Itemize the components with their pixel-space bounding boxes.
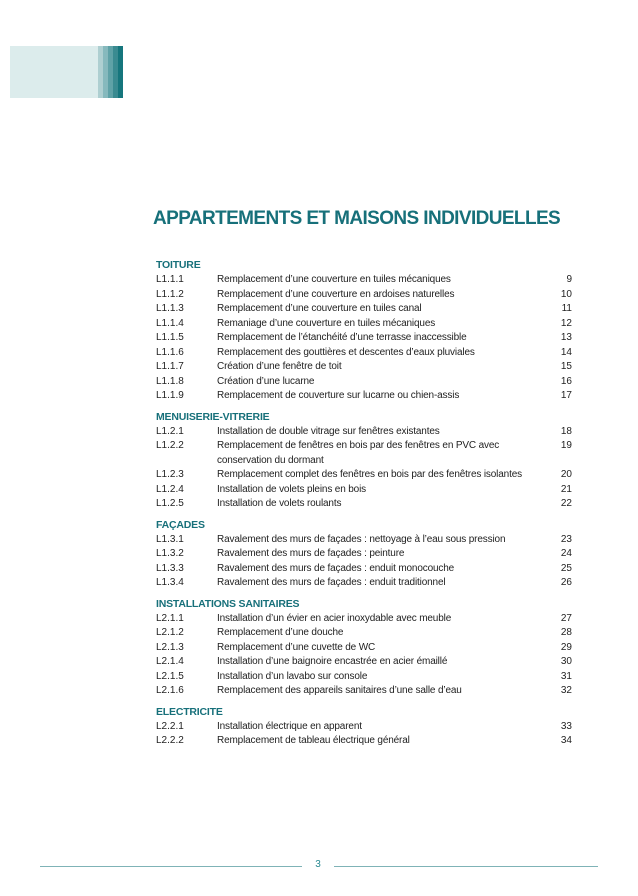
entry-page: 32 — [560, 685, 572, 696]
section-title: ELECTRICITE — [156, 705, 223, 718]
toc-entry[interactable] — [156, 612, 572, 627]
entry-code: L1.2.1 — [156, 425, 184, 437]
entry-code: L1.1.5 — [156, 332, 184, 343]
entry-page: 11 — [561, 303, 572, 314]
entry-label: Ravalement des murs de façades : enduit monocouche — [217, 562, 455, 574]
entry-label: Remaniage d’une couverture en tuiles mécaniques — [217, 317, 436, 329]
entry-code: L2.1.2 — [156, 627, 184, 638]
entry-page: 9 — [566, 274, 572, 285]
entry-code: L2.1.3 — [156, 641, 184, 653]
section-title: MENUISERIE-VITRERIE — [156, 410, 270, 423]
entry-page: 15 — [560, 361, 572, 372]
entry-page: 20 — [560, 469, 572, 480]
toc-section — [156, 258, 572, 404]
entry-label: Ravalement des murs de façades : nettoyage à l’eau sous pression — [217, 533, 506, 545]
entry-page: 26 — [560, 577, 572, 588]
entry-label: Installation d’un lavabo sur console — [217, 670, 368, 682]
entry-page: 33 — [560, 720, 572, 732]
entry-code: L2.1.4 — [156, 656, 184, 667]
entry-label: Remplacement complet des fenêtres en bois par des fenêtres isolantes — [217, 469, 522, 480]
entry-code: L1.1.7 — [156, 361, 184, 372]
entry-label: Installation d’une baignoire encastrée en acier émaillé — [217, 656, 448, 667]
header-band-block — [10, 46, 98, 98]
entry-label: Remplacement d’une couverture en tuiles mécaniques — [217, 274, 451, 285]
entry-label: Ravalement des murs de façades : enduit traditionnel — [217, 577, 446, 588]
toc-entry[interactable] — [156, 562, 572, 577]
entry-page: 27 — [560, 612, 572, 624]
entry-page: 25 — [560, 562, 572, 574]
entry-code: L1.1.8 — [156, 375, 184, 387]
entry-page: 24 — [560, 548, 572, 559]
table-of-contents — [156, 258, 572, 755]
toc-section — [156, 597, 572, 699]
entry-page: 13 — [560, 332, 572, 343]
toc-entry[interactable] — [156, 655, 572, 670]
entry-code: L2.2.1 — [156, 720, 184, 732]
toc-entry[interactable] — [156, 317, 572, 332]
section-title: INSTALLATIONS SANITAIRES — [156, 597, 300, 610]
toc-entry[interactable] — [156, 360, 572, 375]
entry-label: Installation de double vitrage sur fenêtres existantes — [217, 425, 440, 437]
toc-entry[interactable] — [156, 288, 572, 303]
entry-page: 23 — [560, 533, 572, 545]
entry-code: L1.2.3 — [156, 469, 184, 480]
footer-rule-right — [334, 866, 598, 867]
entry-code: L1.3.1 — [156, 533, 184, 545]
toc-entry[interactable] — [156, 425, 572, 440]
entry-label: Remplacement d’une couverture en ardoises naturelles — [217, 288, 455, 300]
entry-code: L1.2.4 — [156, 483, 184, 495]
toc-entry[interactable] — [156, 734, 572, 749]
entry-code: L2.1.5 — [156, 670, 184, 682]
header-decorative-band — [0, 0, 638, 110]
entry-label: Création d’une lucarne — [217, 375, 315, 387]
entry-page: 18 — [560, 425, 572, 437]
toc-entry[interactable] — [156, 626, 572, 641]
section-title: TOITURE — [156, 259, 201, 271]
entry-page: 31 — [560, 670, 572, 682]
entry-label: Remplacement de tableau électrique général — [217, 735, 410, 746]
entry-page: 29 — [560, 641, 572, 653]
toc-entry[interactable] — [156, 497, 572, 512]
toc-section — [156, 705, 572, 749]
entry-code: L1.1.9 — [156, 390, 184, 401]
toc-section — [156, 518, 572, 591]
toc-entry[interactable] — [156, 670, 572, 685]
toc-entry[interactable] — [156, 468, 572, 483]
section-title: FAÇADES — [156, 518, 205, 531]
entry-page: 16 — [560, 375, 572, 387]
entry-code: L1.1.6 — [156, 346, 184, 358]
header-band-stripe — [118, 46, 123, 98]
entry-label: Remplacement de couverture sur lucarne ou chien-assis — [217, 390, 460, 401]
entry-label: Remplacement d’une cuvette de WC — [217, 641, 376, 653]
footer-rule-left — [40, 866, 302, 867]
entry-label: Remplacement d’une douche — [217, 627, 344, 638]
entry-code: L2.2.2 — [156, 735, 184, 746]
toc-entry[interactable] — [156, 641, 572, 656]
entry-label: Remplacement des gouttières et descentes d’eaux pluviales — [217, 346, 475, 358]
page-title: APPARTEMENTS ET MAISONS INDIVIDUELLES — [153, 208, 561, 229]
entry-code: L2.1.1 — [156, 612, 184, 624]
entry-label: Remplacement d’une couverture en tuiles canal — [217, 303, 422, 314]
entry-code: L1.3.3 — [156, 562, 184, 574]
entry-page: 17 — [560, 390, 572, 401]
entry-page: 22 — [560, 498, 572, 509]
toc-entry[interactable] — [156, 684, 572, 699]
entry-label: Remplacement de l’étanchéité d’une terrasse inaccessible — [217, 332, 467, 343]
entry-code: L1.1.3 — [156, 303, 184, 314]
entry-code: L1.1.4 — [156, 317, 184, 329]
page-number: 3 — [315, 859, 321, 870]
entry-label: Installation de volets roulants — [217, 498, 342, 509]
toc-entry[interactable] — [156, 547, 572, 562]
toc-entry[interactable] — [156, 346, 572, 361]
toc-entry[interactable] — [156, 331, 572, 346]
entry-code: L1.1.1 — [156, 274, 184, 285]
toc-entry[interactable] — [156, 439, 572, 468]
entry-label: Installation électrique en apparent — [217, 720, 362, 732]
entry-page: 12 — [560, 317, 572, 329]
entry-page: 21 — [560, 483, 572, 495]
toc-entry[interactable] — [156, 389, 572, 404]
toc-entry[interactable] — [156, 302, 572, 317]
entry-code: L2.1.6 — [156, 685, 184, 696]
entry-page: 19 — [560, 440, 572, 451]
toc-entry[interactable] — [156, 576, 572, 591]
entry-code: L1.2.2 — [156, 440, 184, 451]
entry-label: Remplacement de fenêtres en bois par des fenêtres en PVC avec conservation du dormant — [217, 440, 500, 466]
entry-code: L1.2.5 — [156, 498, 184, 509]
toc-entry[interactable] — [156, 720, 572, 735]
toc-entry[interactable] — [156, 533, 572, 548]
toc-entry[interactable] — [156, 273, 572, 288]
entry-label: Ravalement des murs de façades : peinture — [217, 548, 405, 559]
entry-page: 30 — [560, 656, 572, 667]
entry-code: L1.1.2 — [156, 288, 184, 300]
entry-code: L1.3.4 — [156, 577, 184, 588]
entry-page: 28 — [560, 627, 572, 638]
entry-code: L1.3.2 — [156, 548, 184, 559]
toc-entry[interactable] — [156, 483, 572, 498]
toc-entry[interactable] — [156, 375, 572, 390]
entry-label: Remplacement des appareils sanitaires d’une salle d’eau — [217, 685, 462, 696]
entry-page: 14 — [560, 346, 572, 358]
entry-label: Installation de volets pleins en bois — [217, 483, 366, 495]
toc-section — [156, 410, 572, 512]
entry-label: Installation d’un évier en acier inoxydable avec meuble — [217, 612, 452, 624]
entry-page: 34 — [560, 735, 572, 746]
entry-label: Création d’une fenêtre de toit — [217, 361, 342, 372]
entry-page: 10 — [560, 288, 572, 300]
